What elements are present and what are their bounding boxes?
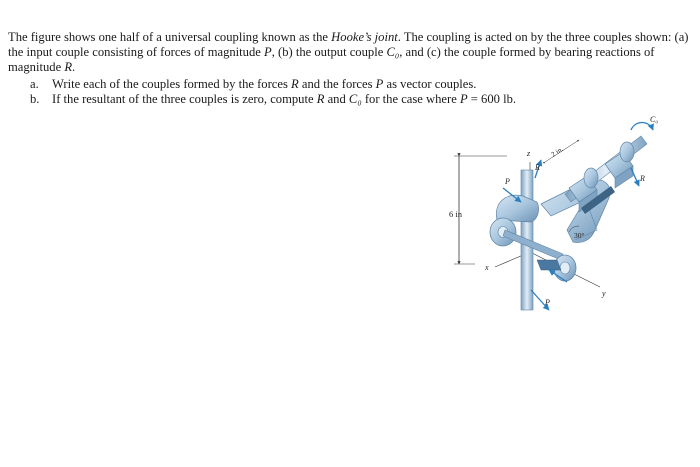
dim-2in-label: 2 in. — [549, 145, 565, 159]
force-r-top-label: R — [535, 163, 540, 172]
c0-label: C₀ — [650, 115, 659, 124]
item-text: Write each of the couples formed by the forces R and the forces P as vector couples. — [52, 77, 477, 91]
dim-6in-label: 6 in — [449, 209, 462, 219]
item-text: If the resultant of the three couples is zero, compute R and C₀ for the case where P = 600 lb. — [52, 92, 517, 107]
problem-statement: The figure shows one half of a universal coupling known as the Hooke’s joint. The coupling is acted on by the three couples shown: (a) the input couple consisting of forces of magnitude P, (b) the output couple C₀, and (c) the couple formed by bearing reactions of magnitude R. — [8, 30, 689, 75]
question-list — [30, 77, 690, 107]
item-marker: b. — [30, 92, 40, 107]
lower-link — [537, 260, 561, 270]
angle-label: 30° — [574, 231, 585, 240]
force-r-right-arrow — [631, 168, 639, 186]
hookes-joint-figure — [445, 112, 675, 322]
bearing-hole-lower — [560, 262, 570, 274]
force-p-top-label: P — [505, 177, 510, 186]
force-r-right-label: R — [640, 174, 645, 183]
question-item-b — [30, 92, 690, 107]
force-p-bottom-label: P — [545, 298, 550, 307]
question-item-a — [30, 77, 690, 92]
z-axis-label: z — [527, 149, 531, 158]
x-axis-label: x — [485, 263, 489, 272]
y-axis-label: y — [602, 289, 606, 298]
item-marker: a. — [30, 77, 39, 91]
